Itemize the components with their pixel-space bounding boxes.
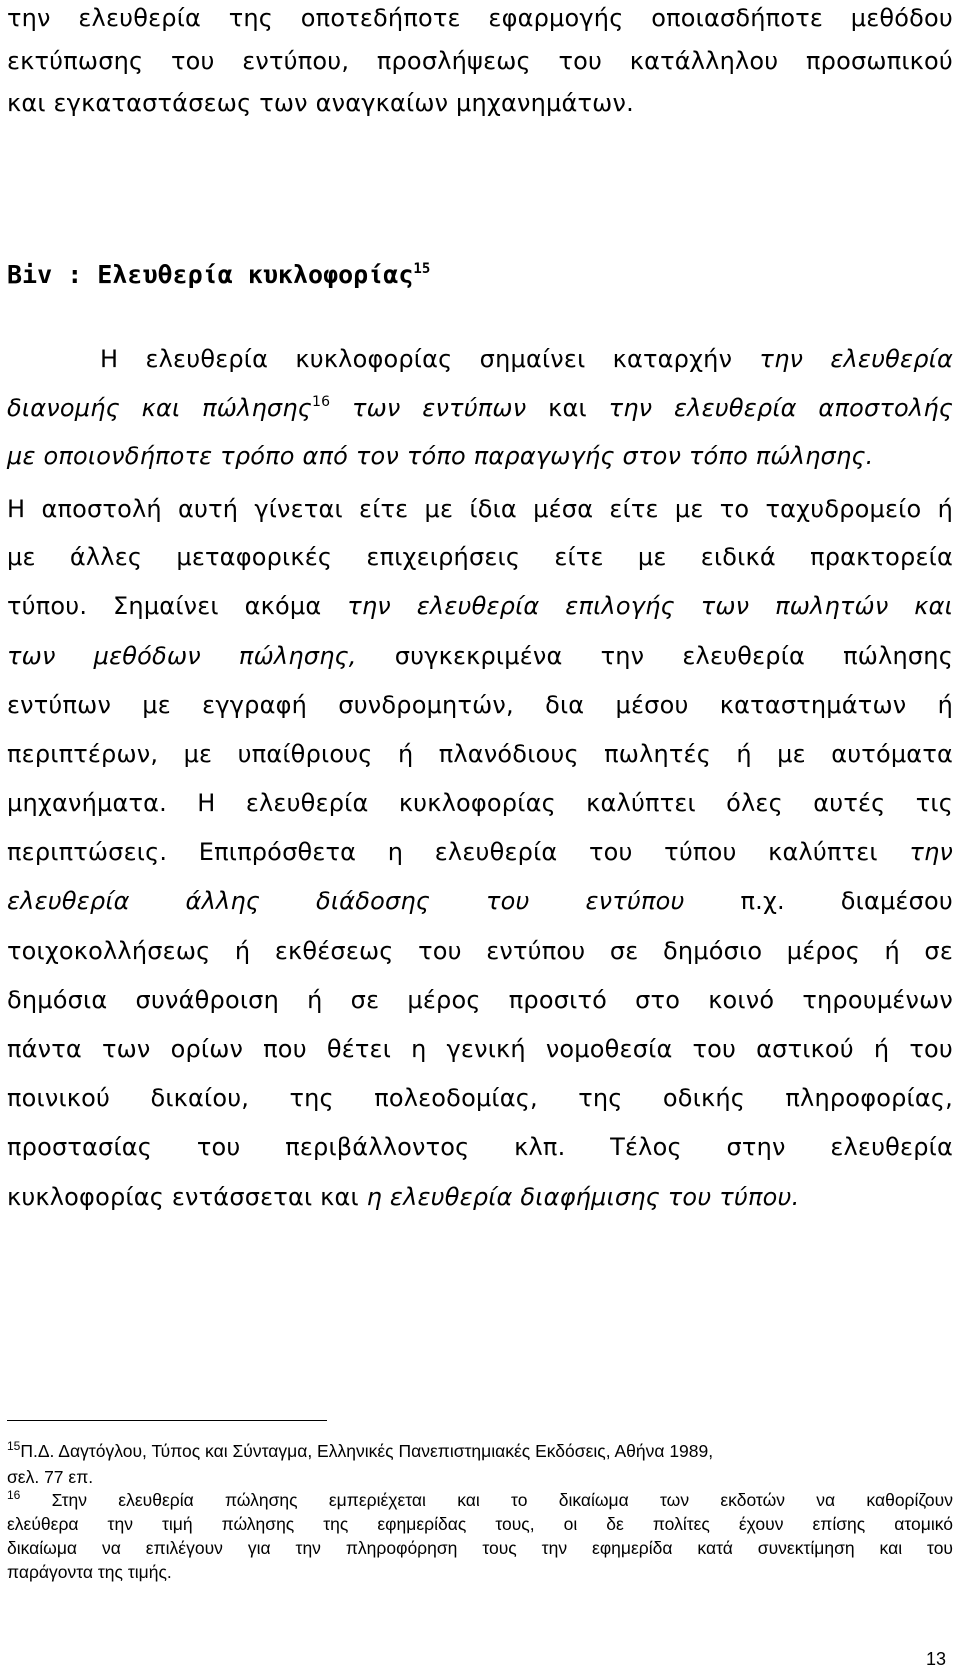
paragraph-line-16: ποινικού δικαίου, της πολεοδομίας, της οδικής πληροφορίας, <box>7 1084 953 1112</box>
paragraph-line-15: πάντα των ορίων που θέτει η γενική νομοθεσία του αστικού ή του <box>7 1035 953 1063</box>
footnote-16-line-1: $^{16}$ Στην ελευθερία πώλησης εμπεριέχεται και το δικαίωμα των εκδοτών να καθορίζουν <box>7 1488 953 1510</box>
paragraph-line-14: δημόσια συνάθροιση ή σε μέρος προσιτό στο κοινό τηρουμένων <box>7 986 953 1014</box>
intro-line-3: και εγκαταστάσεως των αναγκαίων μηχανημάτων. <box>7 89 634 117</box>
page-number: 13 <box>925 1649 946 1669</box>
paragraph-line-6: τύπου. Σημαίνει ακόμα την ελευθερία επιλογής των πωλητών και <box>7 592 953 620</box>
footnote-16-number: 16 <box>7 1488 21 1502</box>
paragraph-line-12: ελευθερία άλλης διάδοσης του εντύπου π.χ. διαμέσου <box>7 887 953 915</box>
paragraph-line-10: μηχανήματα. Η ελευθερία κυκλοφορίας καλύπτει όλες αυτές τις <box>7 789 953 817</box>
paragraph-line-1: Η ελευθερία κυκλοφορίας σημαίνει καταρχήν την ελευθερία <box>100 345 953 373</box>
footnote-15-number: 15 <box>7 1439 21 1453</box>
intro-line-1: την ελευθερία της οποτεδήποτε εφαρμογής οποιασδήποτε μεθόδου <box>7 4 953 32</box>
intro-line-2: εκτύπωσης του εντύπου, προσλήψεως του κατάλληλου προσωπικού <box>7 47 953 75</box>
paragraph-line-11: περιπτώσεις. Επιπρόσθετα η ελευθερία του τύπου καλύπτει την <box>7 838 953 866</box>
paragraph-line-3: με οποιονδήποτε τρόπο από τον τόπο παραγωγής στον τόπο πώλησης. <box>7 442 874 470</box>
footnote-16-line-3: δικαίωμα να επιλέγουν για την πληροφόρηση τους την εφημερίδα κατά συνεκτίμηση και του <box>7 1538 953 1558</box>
footnote-separator <box>7 1420 327 1421</box>
section-heading-text: Βiv : Ελευθερία κυκλοφορίας <box>7 260 414 289</box>
document-page <box>7 0 953 1678</box>
paragraph-line-13: τοιχοκολλήσεως ή εκθέσεως του εντύπου σε δημόσιο μέρος ή σε <box>7 937 953 965</box>
paragraph-line-17: προστασίας του περιβάλλοντος κλπ. Τέλος στην ελευθερία <box>7 1133 953 1161</box>
footnote-15-line-2: σελ. 77 επ. <box>7 1467 94 1487</box>
footnote-16-line-4: παράγοντα της τιμής. <box>7 1562 172 1582</box>
paragraph-line-9: περιπτέρων, με υπαίθριους ή πλανόδιους πωλητές ή με αυτόματα <box>7 740 953 768</box>
paragraph-line-4: Η αποστολή αυτή γίνεται είτε με ίδια μέσα είτε με το ταχυδρομείο ή <box>7 495 953 523</box>
footnote-ref-15: 15 <box>413 261 431 277</box>
paragraph-line-2: διανομής και πώλησης$^{16}$ των εντύπων και την ελευθερία αποστολής <box>7 394 954 422</box>
paragraph-line-7: των μεθόδων πώλησης, συγκεκριμένα την ελευθερία πώλησης <box>7 642 953 670</box>
footnote-15-line-1: $^{15}$Π.Δ. Δαγτόγλου, Τύπος και Σύνταγμα, Ελληνικές Πανεπιστημιακές Εκδόσεις, Αθήνα 1989, <box>7 1439 714 1461</box>
footnote-ref-16: 16 <box>311 394 331 410</box>
footnote-16-line-2: ελεύθερα την τιμή πώλησης της εφημερίδας τους, οι δε πολίτες έχουν επίσης ατομικό <box>7 1514 953 1534</box>
section-heading <box>7 260 430 290</box>
paragraph-line-18: κυκλοφορίας εντάσσεται και η ελευθερία διαφήμισης του τύπου. <box>7 1183 800 1211</box>
paragraph-line-8: εντύπων με εγγραφή συνδρομητών, δια μέσου καταστημάτων ή <box>7 691 953 719</box>
paragraph-line-5: με άλλες μεταφορικές επιχειρήσεις είτε με ειδικά πρακτορεία <box>7 543 953 571</box>
